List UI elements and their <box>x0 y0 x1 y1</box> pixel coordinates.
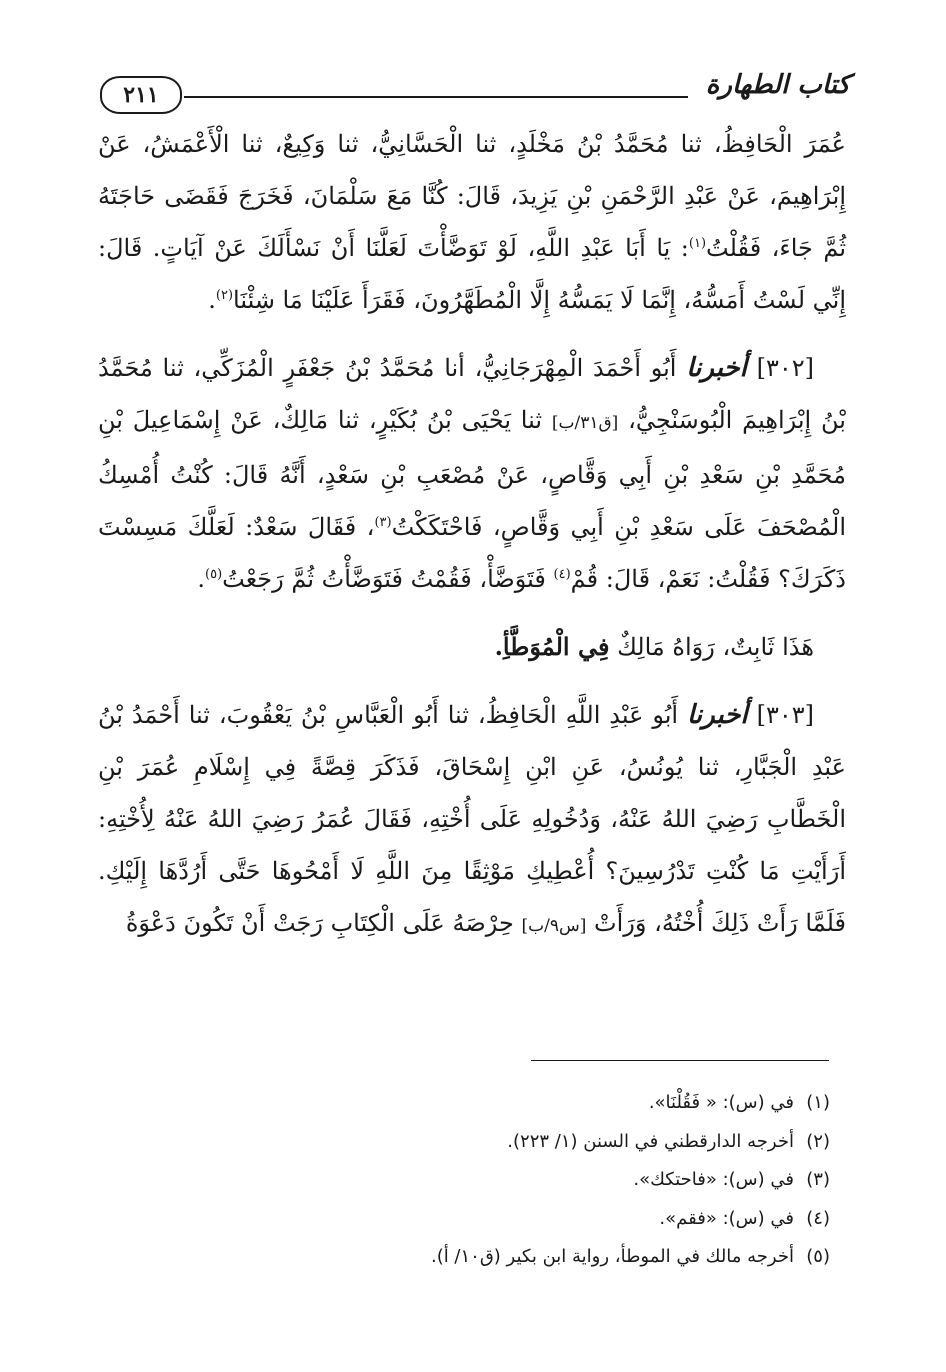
footnote-number: (٤) <box>806 1207 830 1229</box>
hadith-number: [٣٠٢] <box>756 354 814 382</box>
muwatta-title: فِي الْمُوَطَّأِ. <box>494 632 610 661</box>
footnote-text: في (س): «فاحتكك». <box>633 1169 794 1190</box>
text-segment: أَبُو عَبْدِ اللَّهِ الْحَافِظُ، ثنا أَبُو الْعَبَّاسِ بْنُ يَعْقُوبَ، ثنا أَحْمَدُ بْنُ عَبْدِ الْجَبَّارِ، ثنا يُونُسُ، عَنِ ابْنِ إِسْحَاقَ، فَذَكَرَ قِصَّةً فِي إِسْلَامِ عُمَرَ بْنِ الْخَطَّابِ رَضِيَ اللهُ عَنْهُ، وَدُخُولِهِ عَلَى أُخْتِهِ، فَقَالَ عُمَرُ رَضِيَ اللهُ عَنْهُ لِأُخْتِهِ: أَرَأَيْتِ مَا كُنْتِ تَدْرُسِينَ؟ أُعْطِيكِ مَوْثِقًا مِنَ اللَّهِ لَا أَمْحُوهَا حَتَّى أَرُدَّهَا إِلَيْكِ. فَلَمَّا رَأَتْ ذَلِكَ أُخْتُهُ، وَرَأَتْ <box>98 701 846 937</box>
running-title: كتاب الطهارة <box>705 70 850 100</box>
paragraph-continuation <box>98 118 846 326</box>
akhbarana-heading: أخبرنا <box>686 353 747 383</box>
footnote-text: في (س): « فَقُلْنَا». <box>648 1092 794 1113</box>
hadith-302 <box>98 342 846 605</box>
hadith-303 <box>98 689 846 952</box>
hadith-verdict <box>98 621 846 673</box>
page-header <box>100 68 850 118</box>
footnote-number: (١) <box>806 1092 830 1113</box>
text-segment: : يَا أَبَا عَبْدِ اللَّهِ، لَوْ تَوَضَّأْتَ لَعَلَّنَا أَنْ نَسْأَلَكَ عَنْ آيَاتٍ. قَالَ: إِنِّي لَسْتُ أَمَسُّهُ، إِنَّمَا لَا يَمَسُّهُ إِلَّا الْمُطَهَّرُونَ، فَقَرَأَ عَلَيْنَا مَا شِئْنَا <box>98 234 846 314</box>
footnote-5 <box>120 1238 830 1277</box>
footnote-text: في (س): «فقم». <box>659 1207 794 1229</box>
text-segment: . <box>208 286 216 314</box>
footnote-ref-1[interactable]: (١) <box>688 236 707 251</box>
footnote-text: أخرجه الدارقطني في السنن (١/ ٢٢٣). <box>507 1130 794 1152</box>
text-segment: . <box>197 565 205 593</box>
text-segment: أَبُو أَحْمَدَ الْمِهْرَجَانِيُّ، أنا مُحَمَّدُ بْنُ جَعْفَرٍ الْمُزَكِّي، ثنا مُحَمَّدُ بْنُ إِبْرَاهِيمَ الْبُوسَنْجِيُّ، <box>98 354 846 434</box>
footnote-ref-3[interactable]: (٣) <box>374 515 392 530</box>
footnote-4 <box>120 1200 830 1239</box>
footnote-1 <box>120 1084 830 1123</box>
footnotes <box>120 1084 830 1277</box>
text-segment: فَتَوَضَّأْ، فَقُمْتُ فَتَوَضَّأْتُ ثُمَّ رَجَعْتُ <box>222 565 554 593</box>
manuscript-ref: [ق٣١/ب] <box>551 413 619 433</box>
footnote-number: (٣) <box>806 1169 830 1190</box>
text-segment: حِرْصَهُ عَلَى الْكِتَابِ رَجَتْ أَنْ تَكُونَ دَعْوَةُ <box>125 909 514 937</box>
text-segment: ، فَقَالَ سَعْدٌ: لَعَلَّكَ مَسِسْتَ ذَكَرَكَ؟ فَقُلْتُ: نَعَمْ، قَالَ: قُمْ <box>98 513 846 593</box>
footnote-ref-5[interactable]: (٥) <box>205 567 223 582</box>
manuscript-ref: [س٩/ب] <box>521 916 587 936</box>
text-segment: ثنا يَحْيَى بْنُ بُكَيْرٍ، ثنا مَالِكٌ، عَنْ إِسْمَاعِيلَ بْنِ مُحَمَّدِ بْنِ سَعْدِ بْنِ أَبِي وَقَّاصٍ، عَنْ مُصْعَبِ بْنِ سَعْدٍ، أَنَّهُ قَالَ: كُنْتُ أُمْسِكُ الْمُصْحَفَ عَلَى سَعْدِ بْنِ أَبِي وَقَّاصٍ، فَاحْتَكَكْتُ <box>98 406 847 541</box>
footnote-3 <box>120 1161 830 1200</box>
text-segment: عُمَرَ الْحَافِظُ، ثنا مُحَمَّدُ بْنُ مَخْلَدٍ، ثنا الْحَسَّانِيُّ، ثنا وَكِيعٌ، ثنا الْأَعْمَشُ، عَنْ إِبْرَاهِيمَ، عَنْ عَبْدِ الرَّحْمَنِ بْنِ يَزِيدَ، قَالَ: كُنَّا مَعَ سَلْمَانَ، فَخَرَجَ فَقَضَى حَاجَتَهُ ثُمَّ جَاءَ، فَقُلْتُ <box>98 130 847 262</box>
page-number: ٢١١ <box>100 76 182 114</box>
hadith-number: [٣٠٣] <box>756 701 814 729</box>
header-rule <box>184 96 688 98</box>
footnote-2 <box>120 1123 830 1162</box>
footnote-ref-4[interactable]: (٤) <box>553 567 571 582</box>
main-text <box>98 118 846 952</box>
text-segment: هَذَا ثَابِتٌ، رَوَاهُ مَالِكٌ <box>617 633 814 661</box>
footnote-number: (٢) <box>806 1130 830 1152</box>
footnote-separator <box>531 1060 829 1061</box>
footnote-ref-2[interactable]: (٢) <box>215 288 234 303</box>
akhbarana-heading: أخبرنا <box>687 700 748 730</box>
footnote-text: أخرجه مالك في الموطأ، رواية ابن بكير (ق١٠/ أ). <box>430 1246 794 1267</box>
footnote-number: (٥) <box>806 1246 830 1267</box>
